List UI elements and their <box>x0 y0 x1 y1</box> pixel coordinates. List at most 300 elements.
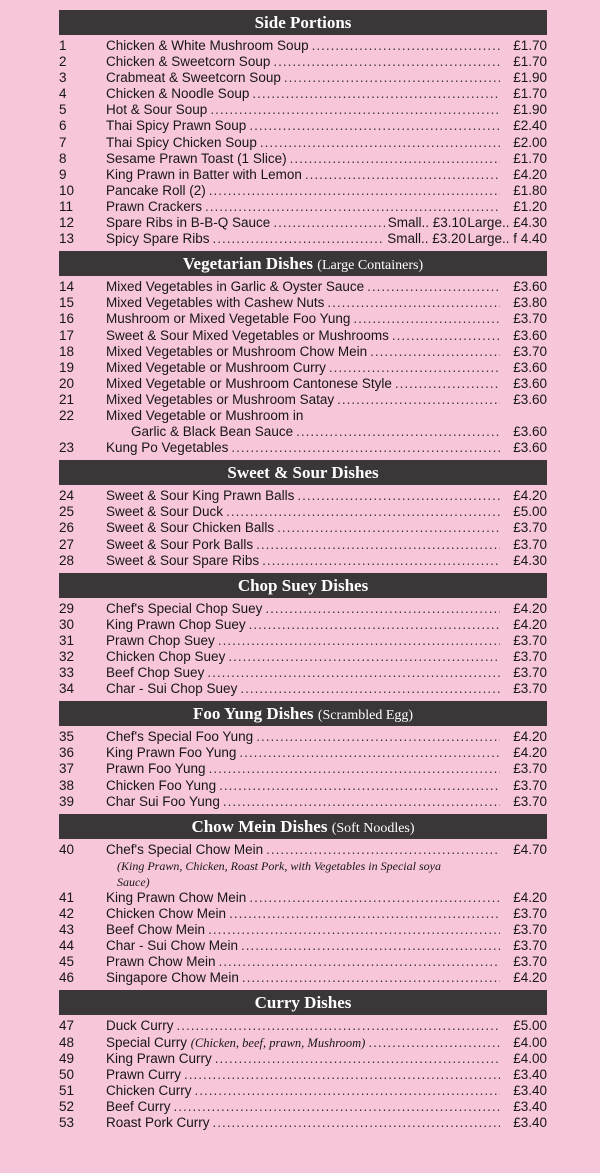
item-name-text: King Prawn in Batter with Lemon <box>106 166 302 182</box>
item-price: £1.90 <box>513 70 547 86</box>
item-price: £3.70 <box>513 681 547 697</box>
leader-dots <box>368 1035 500 1051</box>
item-name-text: Thai Spicy Chicken Soup <box>106 134 257 150</box>
item-name-text: Chicken Chow Mein <box>106 905 227 921</box>
item-name <box>106 376 392 392</box>
item-price: £4.00 <box>513 1034 547 1050</box>
item-number: 49 <box>59 1050 75 1066</box>
item-name-text: Spare Ribs in B-B-Q Sauce <box>106 215 271 231</box>
menu-item <box>59 617 547 633</box>
item-price: £3.40 <box>513 1098 547 1114</box>
item-name <box>106 938 238 954</box>
item-name <box>106 954 216 970</box>
item-name <box>106 151 287 167</box>
menu-item <box>59 922 547 938</box>
menu-item <box>59 279 547 295</box>
leader-dots <box>277 520 500 536</box>
item-name-text: Chicken & White Mushroom Soup <box>106 38 309 53</box>
item-number: 27 <box>59 536 75 552</box>
item-price: £1.70 <box>513 38 547 53</box>
item-name-text: Chicken Chop Suey <box>106 649 226 664</box>
leader-dots <box>392 328 500 344</box>
item-name-text: Beef Chop Suey <box>106 665 205 681</box>
item-name <box>106 633 215 649</box>
item-number: 52 <box>59 1098 75 1114</box>
item-number: 44 <box>59 938 75 954</box>
leader-dots <box>367 279 500 295</box>
item-price-small: Small.. £3.10 <box>387 215 467 231</box>
item-name-text: Char Sui Foo Yung <box>106 793 220 809</box>
item-number: 24 <box>59 488 75 504</box>
item-name <box>106 440 228 456</box>
item-name-continued: Garlic & Black Bean Sauce <box>131 424 294 440</box>
item-name <box>106 86 249 102</box>
item-name-text: Hot & Sour Soup <box>106 102 208 118</box>
item-price: £4.20 <box>513 488 547 504</box>
item-number: 50 <box>59 1066 75 1082</box>
leader-dots <box>249 617 500 633</box>
section-header <box>59 701 547 726</box>
menu-item <box>59 118 547 134</box>
section-title: Chop Suey Dishes <box>237 575 369 595</box>
item-number: 11 <box>59 198 74 214</box>
section-subtitle: (Scrambled Egg) <box>317 708 414 724</box>
item-price: £4.20 <box>513 616 547 632</box>
item-number: 2 <box>59 54 67 70</box>
item-name <box>106 729 253 745</box>
leader-dots <box>174 1099 500 1115</box>
item-price: £5.00 <box>513 504 547 520</box>
item-price: £3.60 <box>513 359 547 375</box>
item-number: 42 <box>59 905 75 921</box>
item-name-text: Special Curry <box>106 1034 188 1050</box>
menu-item <box>59 649 547 665</box>
item-price: £4.20 <box>513 166 547 182</box>
leader-dots <box>252 86 500 102</box>
leader-dots <box>395 376 500 392</box>
menu-item <box>59 842 547 858</box>
section-title: Sweet & Sour Dishes <box>227 463 379 483</box>
item-name <box>106 1115 210 1131</box>
item-number: 45 <box>59 954 75 970</box>
item-price: £3.70 <box>513 777 547 793</box>
item-number: 28 <box>59 552 75 568</box>
item-number: 4 <box>59 86 67 102</box>
item-number: 51 <box>59 1082 75 1098</box>
leader-dots <box>305 167 500 183</box>
item-price: £3.70 <box>513 922 547 938</box>
item-inline-note: (Chicken, beef, prawn, Mushroom) <box>190 1035 366 1050</box>
item-number: 10 <box>59 182 75 198</box>
menu-item <box>59 199 547 215</box>
item-name-text: King Prawn Chow Mein <box>106 889 247 905</box>
leader-dots <box>207 665 500 681</box>
item-name <box>106 906 226 922</box>
menu-item <box>59 54 547 70</box>
leader-dots <box>239 745 500 761</box>
menu-item <box>59 167 547 183</box>
item-number: 8 <box>59 150 67 166</box>
item-name-text: Prawn Chow Mein <box>106 954 216 970</box>
item-price: £4.20 <box>513 970 547 986</box>
leader-dots <box>213 231 385 247</box>
item-name <box>106 745 236 761</box>
menu-item <box>59 954 547 970</box>
leader-dots <box>205 199 500 215</box>
menu-item <box>59 537 547 553</box>
item-price: £3.70 <box>513 938 547 954</box>
menu-item <box>59 778 547 794</box>
menu-item <box>59 38 547 54</box>
item-name <box>106 183 206 199</box>
item-name <box>106 279 364 295</box>
item-name <box>106 38 309 54</box>
item-name <box>106 922 205 938</box>
leader-dots <box>290 151 500 167</box>
leader-dots <box>209 183 500 199</box>
item-number: 15 <box>59 295 75 311</box>
leader-dots <box>337 392 500 408</box>
item-number: 38 <box>59 777 75 793</box>
leader-dots <box>370 344 500 360</box>
menu-section <box>59 10 547 247</box>
menu-item <box>59 360 547 376</box>
item-name <box>106 681 237 697</box>
item-number: 12 <box>59 215 75 231</box>
item-name-text: Pancake Roll (2) <box>106 182 206 198</box>
item-number: 21 <box>59 391 75 407</box>
item-name-text: Sesame Prawn Toast (1 Slice) <box>106 150 287 166</box>
item-name-text: Singapore Chow Mein <box>106 970 239 986</box>
item-number: 22 <box>59 407 75 423</box>
menu-item <box>59 761 547 777</box>
item-name <box>106 794 220 810</box>
item-name-text: Chef's Special Chop Suey <box>106 600 263 616</box>
leader-dots <box>223 794 500 810</box>
section-header <box>59 814 547 839</box>
item-price: £3.70 <box>513 632 547 648</box>
leader-dots <box>296 424 500 440</box>
menu-item <box>59 1099 547 1115</box>
item-number: 9 <box>59 166 67 182</box>
menu-item <box>59 890 547 906</box>
item-number: 35 <box>59 729 75 745</box>
menu-item <box>59 729 547 745</box>
leader-dots <box>218 633 500 649</box>
menu-section <box>59 460 547 568</box>
item-name <box>106 392 334 408</box>
item-name-text: Prawn Crackers <box>106 198 203 214</box>
item-name-text: Roast Pork Curry <box>106 1114 210 1130</box>
item-price: £3.60 <box>513 391 547 407</box>
item-price: £3.70 <box>513 793 547 809</box>
item-name <box>106 1083 192 1099</box>
item-name <box>106 504 223 520</box>
item-name <box>106 617 246 633</box>
item-name <box>106 295 324 311</box>
menu-item <box>59 86 547 102</box>
menu-item <box>59 681 547 697</box>
item-price: £2.40 <box>513 118 547 134</box>
item-price: £3.70 <box>513 520 547 536</box>
item-name-text: King Prawn Foo Yung <box>106 745 237 761</box>
menu-item <box>59 1035 547 1051</box>
item-number: 6 <box>59 118 67 134</box>
leader-dots <box>284 70 500 86</box>
item-price: £1.70 <box>513 54 547 70</box>
menu-item <box>59 183 547 199</box>
menu-item <box>59 408 547 424</box>
item-name-text: Chicken Foo Yung <box>106 777 217 793</box>
leader-dots <box>231 440 500 456</box>
item-name <box>106 842 263 858</box>
item-name <box>106 1018 174 1034</box>
item-number: 16 <box>59 311 75 327</box>
item-price: £3.60 <box>513 440 547 456</box>
item-name-text: Sweet & Sour Chicken Balls <box>106 520 275 536</box>
item-number: 14 <box>59 279 75 295</box>
menu-item <box>59 440 547 456</box>
item-name <box>106 601 262 617</box>
item-number: 34 <box>59 681 75 697</box>
item-number: 41 <box>59 889 75 905</box>
item-price: £3.70 <box>513 536 547 552</box>
item-price: £4.20 <box>513 889 547 905</box>
item-number: 33 <box>59 665 75 681</box>
menu-item <box>59 520 547 536</box>
menu-section <box>59 814 547 987</box>
menu-item <box>59 1051 547 1067</box>
item-price: £5.00 <box>513 1018 547 1034</box>
item-price: £3.70 <box>513 649 547 664</box>
item-price: £1.90 <box>513 102 547 118</box>
leader-dots <box>266 842 500 858</box>
leader-dots <box>219 778 500 794</box>
item-number: 36 <box>59 745 75 761</box>
item-name <box>106 70 281 86</box>
item-name <box>106 54 270 70</box>
leader-dots <box>213 1115 500 1131</box>
item-name <box>106 761 206 777</box>
item-name <box>106 553 259 569</box>
item-price: £3.40 <box>513 1066 547 1082</box>
section-title: Side Portions <box>254 13 352 32</box>
item-name-text: Beef Curry <box>106 1098 171 1114</box>
item-number: 32 <box>59 649 75 664</box>
menu-item <box>59 295 547 311</box>
menu-item <box>59 1067 547 1083</box>
leader-dots <box>226 504 500 520</box>
item-price: £3.70 <box>513 665 547 681</box>
leader-dots <box>184 1067 500 1083</box>
item-name-text: Chef's Special Foo Yung <box>106 729 254 745</box>
item-price-large: Large.. £4.30 <box>467 215 547 231</box>
section-header <box>59 990 547 1015</box>
item-price: £1.70 <box>513 150 547 166</box>
item-price: £4.20 <box>513 745 547 761</box>
menu-item <box>59 392 547 408</box>
item-name-text: Chicken Curry <box>106 1082 192 1098</box>
item-name <box>106 102 207 118</box>
item-name-text: Sweet & Sour Mixed Vegetables or Mushrooms <box>106 327 389 343</box>
menu-item <box>59 135 547 151</box>
item-name-text: Chef's Special Chow Mein <box>106 841 264 857</box>
item-number: 5 <box>59 102 67 118</box>
leader-dots <box>249 890 500 906</box>
leader-dots <box>273 54 500 70</box>
menu-item <box>59 665 547 681</box>
item-number: 26 <box>59 520 75 536</box>
menu-item <box>59 1018 547 1034</box>
menu-page <box>59 10 547 1135</box>
item-price-small: Small.. £3.20 <box>387 231 466 247</box>
item-name-text: Char - Sui Chow Mein <box>106 938 239 954</box>
item-price: £3.70 <box>513 905 547 921</box>
item-name-text: Mixed Vegetables in Garlic & Oyster Sauce <box>106 279 365 295</box>
menu-item <box>59 970 547 986</box>
item-price: £4.30 <box>513 552 547 568</box>
section-header <box>59 251 547 276</box>
leader-dots <box>256 729 500 745</box>
item-number: 18 <box>59 343 75 359</box>
item-price: £3.70 <box>513 761 547 777</box>
item-name <box>106 231 210 247</box>
leader-dots <box>241 938 500 954</box>
leader-dots <box>327 295 500 311</box>
item-price: £2.00 <box>513 134 547 150</box>
item-name <box>106 344 367 360</box>
item-name-text: Beef Chow Mein <box>106 922 206 938</box>
item-price: £3.70 <box>513 311 547 327</box>
item-name <box>106 118 246 134</box>
item-price: £1.20 <box>513 198 547 214</box>
menu-item <box>59 1083 547 1099</box>
item-name-text: Sweet & Sour King Prawn Balls <box>106 488 295 504</box>
menu-item <box>59 553 547 569</box>
item-number: 3 <box>59 70 67 86</box>
item-number: 48 <box>59 1034 75 1050</box>
section-title: Vegetarian Dishes <box>182 254 314 274</box>
item-name-text: Kung Po Vegetables <box>106 440 229 456</box>
menu-item <box>59 376 547 392</box>
menu-section <box>59 573 547 698</box>
leader-dots <box>260 135 500 151</box>
menu-item <box>59 938 547 954</box>
item-number: 37 <box>59 761 75 777</box>
item-price: £3.60 <box>513 375 547 391</box>
item-name <box>106 520 274 536</box>
item-price: £3.60 <box>513 279 547 295</box>
item-name-text: Prawn Foo Yung <box>106 761 206 777</box>
item-name-text: King Prawn Curry <box>106 1050 212 1066</box>
item-number: 47 <box>59 1018 75 1034</box>
item-name-text: Sweet & Sour Spare Ribs <box>106 552 260 568</box>
leader-dots <box>240 681 500 697</box>
leader-dots <box>312 38 500 54</box>
item-name <box>106 1051 212 1067</box>
item-number: 20 <box>59 375 75 391</box>
item-name-text: Duck Curry <box>106 1018 174 1034</box>
item-name <box>106 1099 171 1115</box>
item-name <box>106 215 270 231</box>
section-title: Chow Mein Dishes <box>191 816 328 836</box>
menu-section <box>59 990 547 1131</box>
item-price: £3.40 <box>513 1082 547 1098</box>
leader-dots <box>209 761 500 777</box>
menu-item <box>59 344 547 360</box>
leader-dots <box>242 970 500 986</box>
menu-item <box>59 794 547 810</box>
leader-dots <box>329 360 500 376</box>
item-number: 39 <box>59 793 75 809</box>
menu-item <box>59 151 547 167</box>
item-name <box>106 778 216 794</box>
item-name-text: Char - Sui Chop Suey <box>106 681 238 697</box>
item-price: £3.70 <box>513 343 547 359</box>
item-name <box>106 970 239 986</box>
item-name-text: King Prawn Chop Suey <box>106 616 246 632</box>
item-name <box>106 649 225 665</box>
item-name <box>106 488 294 504</box>
item-name-text: Spicy Spare Ribs <box>106 231 210 247</box>
menu-item <box>59 906 547 922</box>
item-name-text: Mushroom or Mixed Vegetable Foo Yung <box>106 311 351 327</box>
leader-dots <box>210 102 500 118</box>
item-price: £3.60 <box>513 424 547 440</box>
item-name <box>106 1035 365 1051</box>
menu-section <box>59 701 547 809</box>
item-name <box>106 408 303 424</box>
menu-item <box>59 633 547 649</box>
item-number: 46 <box>59 970 75 986</box>
section-subtitle: (Large Containers) <box>317 258 424 274</box>
menu-item <box>59 328 547 344</box>
item-price: £4.70 <box>513 841 547 857</box>
leader-dots <box>228 649 500 665</box>
item-number: 53 <box>59 1114 75 1130</box>
item-name-text: Sweet & Sour Pork Balls <box>106 536 254 552</box>
leader-dots <box>273 215 384 231</box>
item-number: 43 <box>59 922 75 938</box>
item-name-text: Mixed Vegetable or Mushroom Curry <box>106 359 326 375</box>
menu-section <box>59 251 547 456</box>
leader-dots <box>265 601 500 617</box>
item-name <box>106 890 246 906</box>
leader-dots <box>297 488 500 504</box>
item-name <box>106 1067 181 1083</box>
item-number: 29 <box>59 600 75 616</box>
item-description: (King Prawn, Chicken, Roast Pork, with Vegetables in Special soya Sauce) <box>117 858 441 889</box>
item-price: £4.20 <box>513 600 547 616</box>
menu-item <box>59 70 547 86</box>
leader-dots <box>177 1018 500 1034</box>
item-name-text: Mixed Vegetable or Mushroom Cantonese Style <box>106 375 392 391</box>
item-number: 17 <box>59 327 75 343</box>
item-number: 19 <box>59 359 75 375</box>
item-name-text: Chicken & Noodle Soup <box>106 86 250 102</box>
item-number: 1 <box>59 38 67 53</box>
item-price: £3.60 <box>513 327 547 343</box>
leader-dots <box>219 954 500 970</box>
item-number: 40 <box>59 841 75 857</box>
item-name-text: Mixed Vegetable or Mushroom in <box>106 407 304 423</box>
item-price: £3.80 <box>513 295 547 311</box>
item-price: £3.70 <box>513 954 547 970</box>
leader-dots <box>195 1083 500 1099</box>
leader-dots <box>249 118 500 134</box>
leader-dots <box>215 1051 500 1067</box>
menu-item <box>59 102 547 118</box>
